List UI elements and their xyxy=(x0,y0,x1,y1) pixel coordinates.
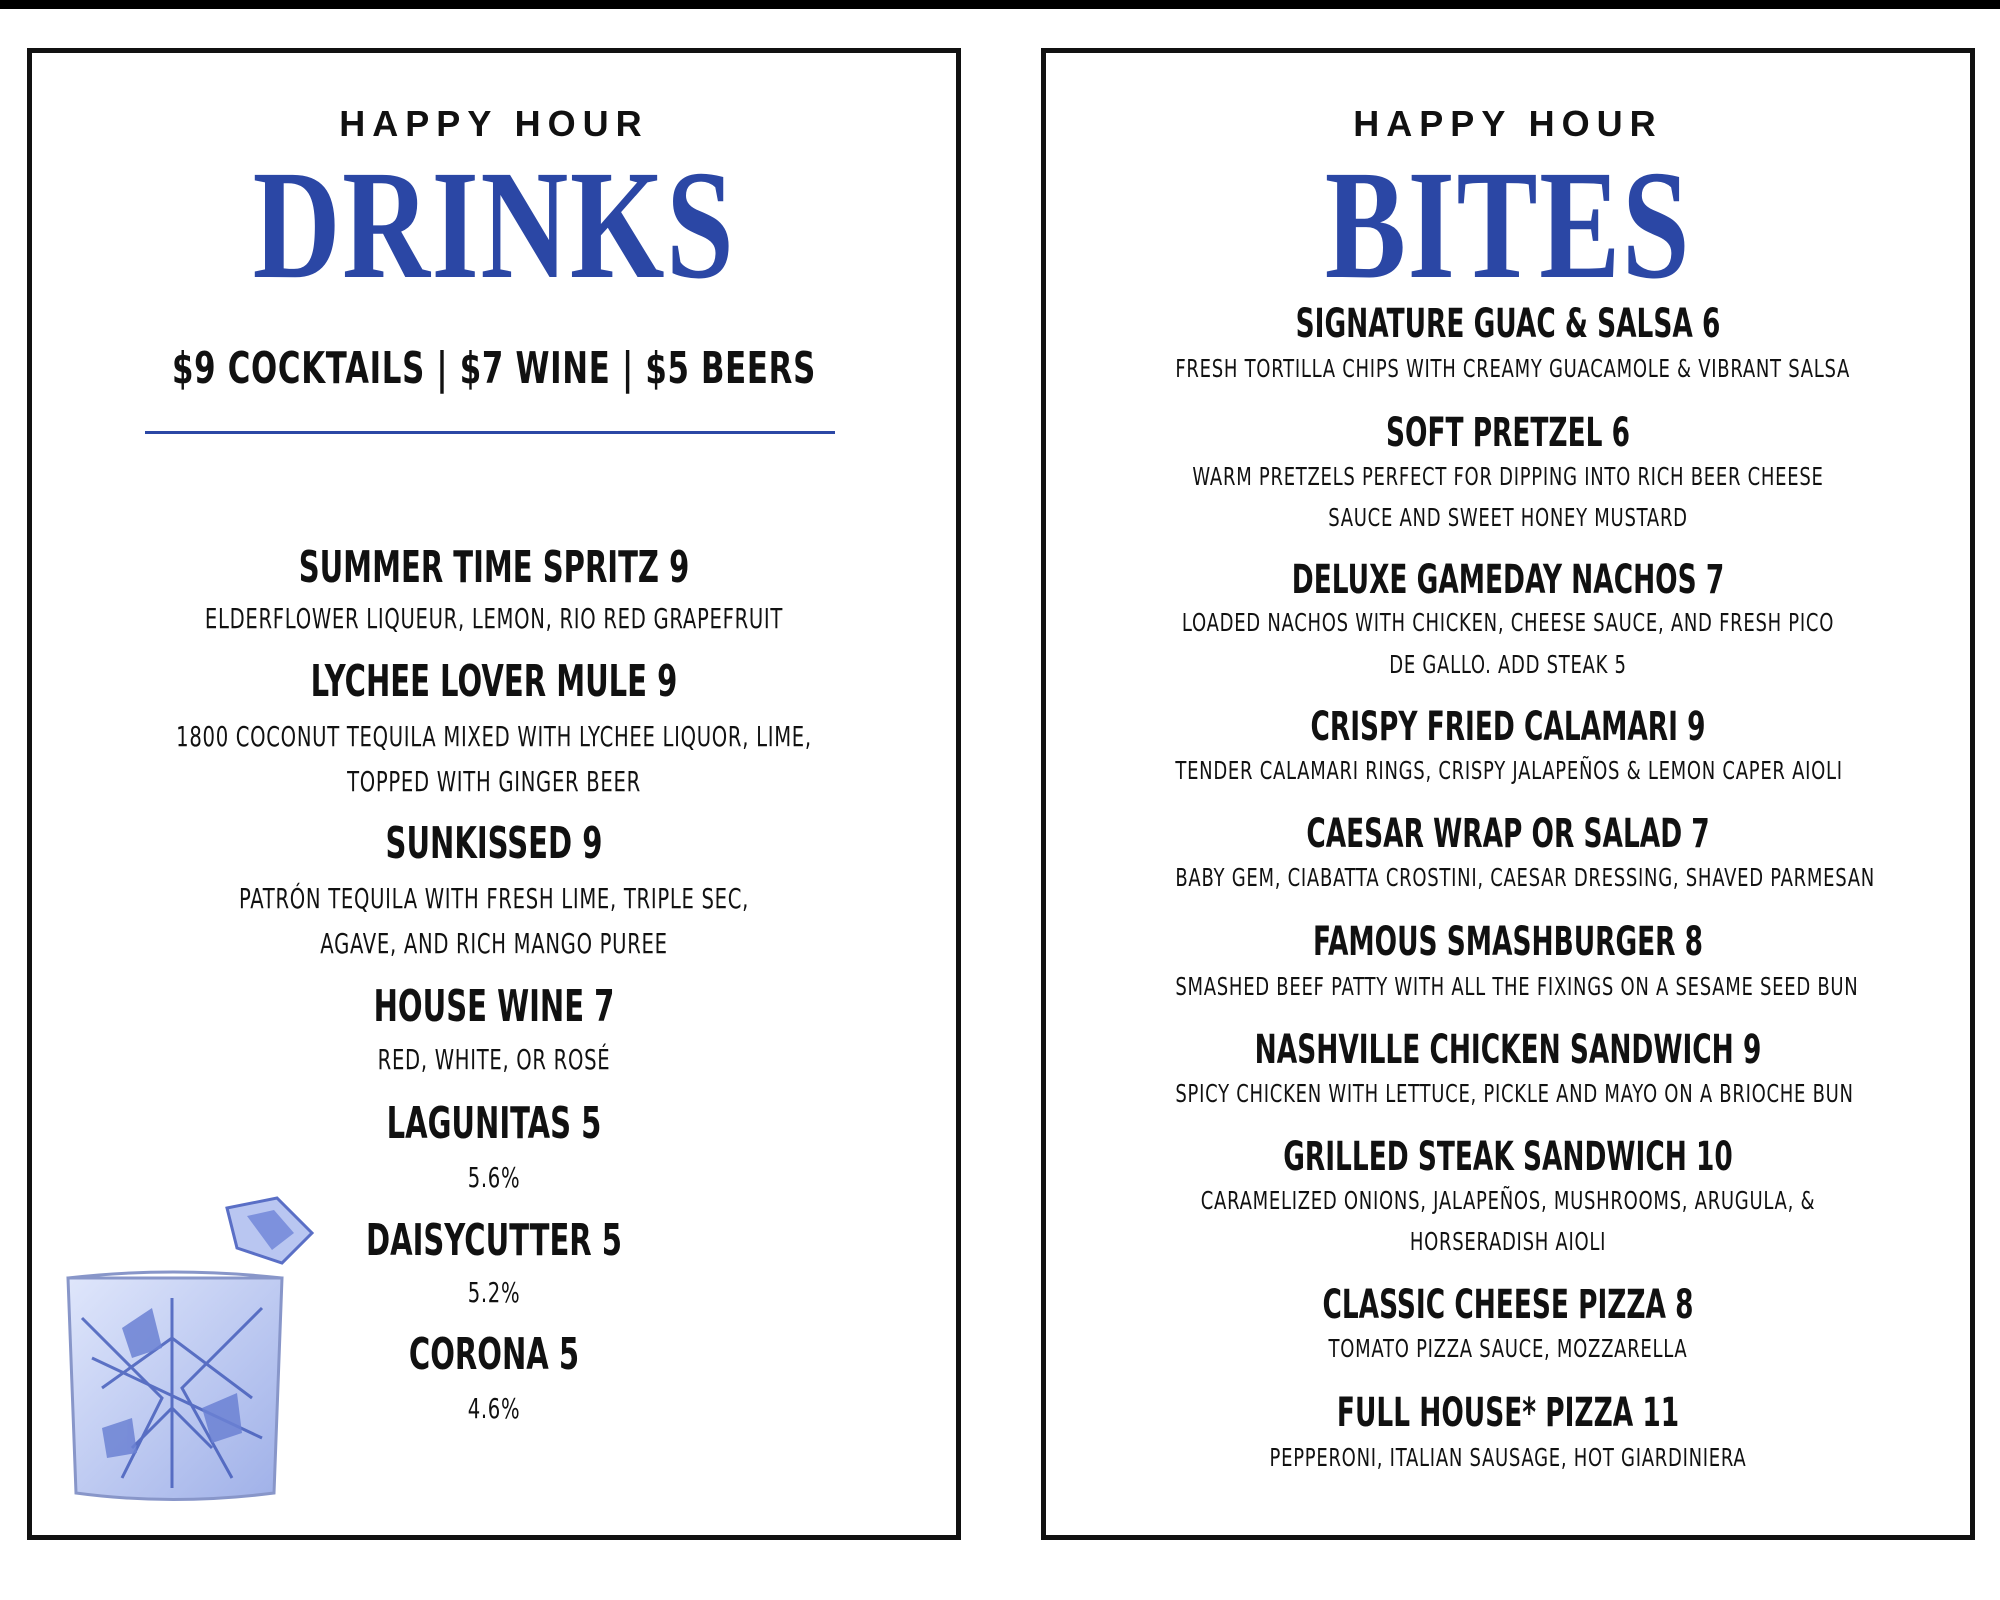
bite-item-desc: PEPPERONI, ITALIAN SAUSAGE, HOT GIARDINIERA xyxy=(1269,1443,1747,1472)
bite-item-desc: SAUCE AND SWEET HONEY MUSTARD xyxy=(1328,503,1688,532)
bite-item-name: CLASSIC CHEESE PIZZA 8 xyxy=(1322,1282,1694,1328)
drinks-divider xyxy=(145,431,835,434)
drink-item-name: LAGUNITAS 5 xyxy=(386,1098,602,1149)
bite-item-name: CAESAR WRAP OR SALAD 7 xyxy=(1306,811,1710,857)
bite-item-desc: WARM PRETZELS PERFECT FOR DIPPING INTO RICH BEER CHEESE xyxy=(1192,462,1824,491)
drinks-menu-panel xyxy=(27,48,961,1540)
drinks-price-summary: $9 COCKTAILS | $7 WINE | $5 BEERS xyxy=(172,343,816,394)
drink-item-desc: TOPPED WITH GINGER BEER xyxy=(347,765,641,798)
drink-item-name: CORONA 5 xyxy=(408,1329,580,1380)
bite-item-desc: TENDER CALAMARI RINGS, CRISPY JALAPEÑOS & LEMON CAPER AIOLI xyxy=(1175,756,1843,785)
bite-item-desc: LOADED NACHOS WITH CHICKEN, CHEESE SAUCE, AND FRESH PICO xyxy=(1181,608,1835,637)
drinks-title: DRINKS xyxy=(252,138,736,311)
drink-item-name: SUNKISSED 9 xyxy=(385,818,603,869)
bite-item-name: NASHVILLE CHICKEN SANDWICH 9 xyxy=(1254,1027,1762,1073)
bite-item-desc: HORSERADISH AIOLI xyxy=(1409,1227,1607,1256)
bite-item-name: FULL HOUSE* PIZZA 11 xyxy=(1336,1390,1680,1436)
drink-item-name: SUMMER TIME SPRITZ 9 xyxy=(298,542,690,593)
bites-kicker: HAPPY HOUR xyxy=(1353,103,1663,144)
bite-item-name: CRISPY FRIED CALAMARI 9 xyxy=(1310,704,1706,750)
bite-item-desc: SMASHED BEEF PATTY WITH ALL THE FIXINGS ON A SESAME SEED BUN xyxy=(1175,972,1859,1001)
drink-item-desc: 1800 COCONUT TEQUILA MIXED WITH LYCHEE LIQUOR, LIME, xyxy=(176,720,812,753)
drink-item-desc: ELDERFLOWER LIQUEUR, LEMON, RIO RED GRAPEFRUIT xyxy=(204,602,784,635)
bite-item-desc: CARAMELIZED ONIONS, JALAPEÑOS, MUSHROOMS, ARUGULA, & xyxy=(1200,1186,1816,1215)
bites-title: BITES xyxy=(1324,138,1692,311)
drink-item-desc: RED, WHITE, OR ROSÉ xyxy=(377,1043,611,1076)
bite-item-name: DELUXE GAMEDAY NACHOS 7 xyxy=(1291,557,1725,603)
top-bar xyxy=(0,0,2000,9)
drink-item-name: LYCHEE LOVER MULE 9 xyxy=(310,656,678,707)
drink-item-desc: 5.2% xyxy=(467,1276,521,1309)
bite-item-name: SOFT PRETZEL 6 xyxy=(1386,410,1630,456)
bite-item-desc: DE GALLO. ADD STEAK 5 xyxy=(1389,650,1627,679)
bite-item-desc: SPICY CHICKEN WITH LETTUCE, PICKLE AND MAYO ON A BRIOCHE BUN xyxy=(1175,1079,1854,1108)
bite-item-name: FAMOUS SMASHBURGER 8 xyxy=(1312,919,1704,965)
bite-item-name: SIGNATURE GUAC & SALSA 6 xyxy=(1295,301,1721,347)
bite-item-name: GRILLED STEAK SANDWICH 10 xyxy=(1283,1134,1733,1180)
drink-item-desc: 5.6% xyxy=(467,1161,521,1194)
drink-item-name: HOUSE WINE 7 xyxy=(373,981,615,1032)
drink-item-name: DAISYCUTTER 5 xyxy=(366,1215,622,1266)
drinks-kicker: HAPPY HOUR xyxy=(339,103,649,144)
drink-item-desc: AGAVE, AND RICH MANGO PUREE xyxy=(320,927,668,960)
bites-menu-panel xyxy=(1041,48,1975,1540)
drink-item-desc: PATRÓN TEQUILA WITH FRESH LIME, TRIPLE SEC, xyxy=(238,882,750,915)
drink-item-desc: 4.6% xyxy=(467,1392,521,1425)
bite-item-desc: TOMATO PIZZA SAUCE, MOZZARELLA xyxy=(1328,1334,1688,1363)
bite-item-desc: FRESH TORTILLA CHIPS WITH CREAMY GUACAMOLE & VIBRANT SALSA xyxy=(1175,354,1850,383)
bite-item-desc: BABY GEM, CIABATTA CROSTINI, CAESAR DRESSING, SHAVED PARMESAN xyxy=(1175,863,1875,892)
cocktail-glass-icon xyxy=(62,1188,342,1508)
